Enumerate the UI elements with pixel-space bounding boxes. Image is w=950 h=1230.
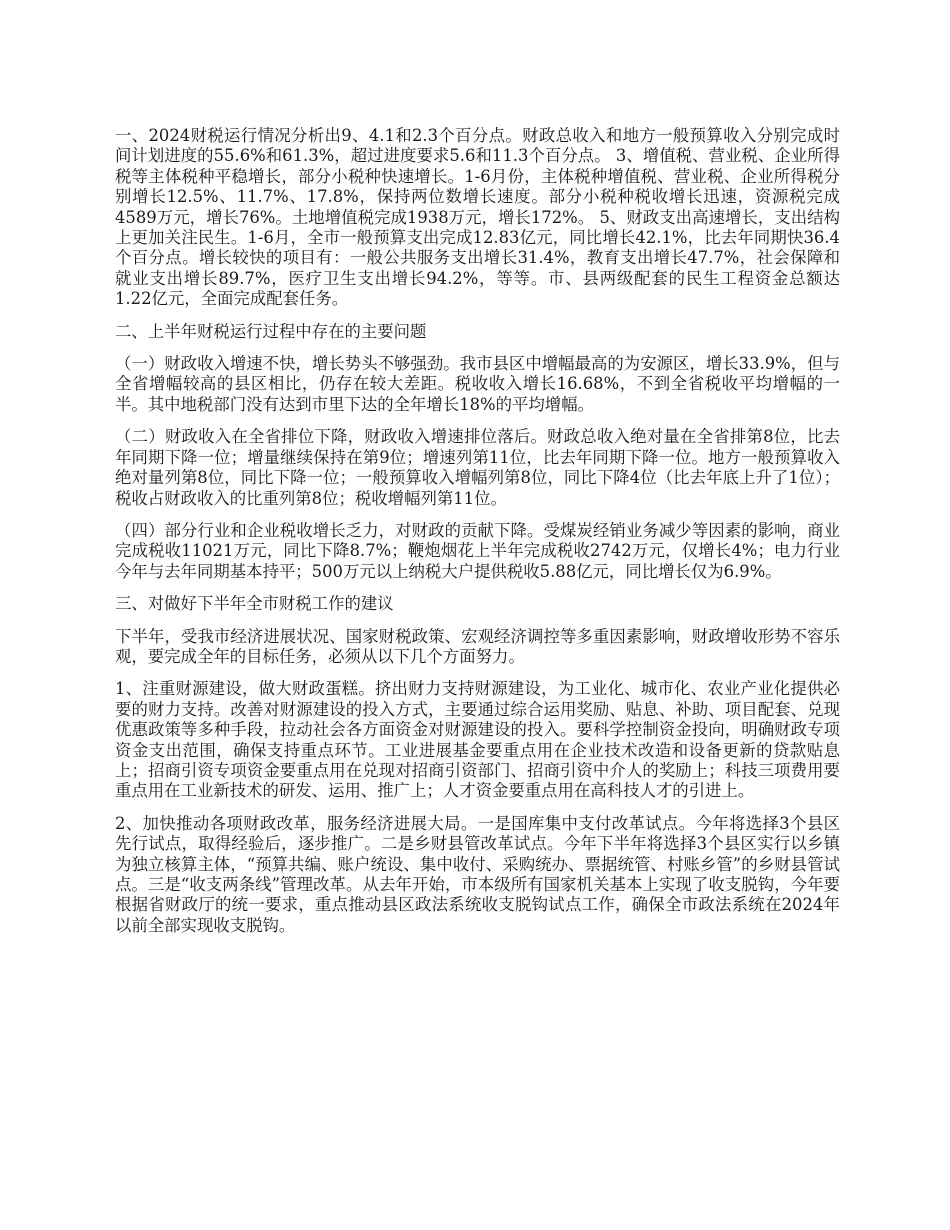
paragraph-problem-one: （一）财政收入增速不快，增长势头不够强劲。我市县区中增幅最高的为安源区，增长33.9%，但与全省增幅较高的县区相比，仍存在较大差距。税收收入增长16.68%，不到全省税收平均增幅的一半。其中地税部门没有达到市里下达的全年增长18%的平均增幅。 xyxy=(115,354,840,414)
document-body xyxy=(115,126,840,948)
paragraph-problem-four: （四）部分行业和企业税收增长乏力，对财政的贡献下降。受煤炭经销业务减少等因素的影响，商业完成税收11021万元，同比下降8.7%；鞭炮烟花上半年完成税收2742万元，仅增长4%；电力行业今年与去年同期基本持平；500万元以上纳税大户提供税收5.88亿元，同比增长仅为6.9%。 xyxy=(115,520,840,581)
paragraph-suggestion-one: 1、注重财源建设，做大财政蛋糕。挤出财力支持财源建设，为工业化、城市化、农业产业化提供必要的财力支持。改善对财源建设的投入方式，主要通过综合运用奖励、贴息、补助、项目配套、兑现优惠政策等多种手段，拉动社会各方面资金对财源建设的投入。要科学控制资金投向，明确财政专项资金支出范围，确保支持重点环节。工业进展基金要重点用在企业技术改造和设备更新的贷款贴息上；招商引资专项资金要重点用在兑现对招商引资部门、招商引资中介人的奖励上；科技三项费用要重点用在工业新技术的研发、运用、推广上；人才资金要重点用在高科技人才的引进上。 xyxy=(115,679,840,801)
paragraph-problem-two: （二）财政收入在全省排位下降，财政收入增速排位落后。财政总收入绝对量在全省排第8位，比去年同期下降一位；增量继续保持在第9位；增速列第11位，比去年同期下降一位。地方一般预算收入绝对量列第8位，同比下降一位；一般预算收入增幅列第8位，同比下降4位（比去年底上升了1位）；税收占财政收入的比重列第8位；税收增幅列第11位。 xyxy=(115,427,840,508)
heading-section-three: 三、对做好下半年全市财税工作的建议 xyxy=(115,594,394,614)
heading-section-two: 二、上半年财税运行过程中存在的主要问题 xyxy=(115,321,427,341)
paragraph-section-one-summary: 一、2024财税运行情况分析出9、4.1和2.3个百分点。财政总收入和地方一般预算收入分别完成时间计划进度的55.6%和61.3%，超过进度要求5.6和11.3个百分点。 3、增值税、营业税、企业所得税等主体税种平稳增长，部分小税种快速增长。1-6月份，主体税种增值税、营业税、企业所得税分别增长12.5%、11.7%、17.8%，保持两位数增长速度。部分小税种税收增长迅速，资源税完成4589万元，增长76%。土地增值税完成1938万元，增长172%。 5、财政支出高速增长，支出结构上更加关注民生。1-6月，全市一般预算支出完成12.83亿元，同比增长42.1%，比去年同期快36.4个百分点。增长较快的项目有：一般公共服务支出增长31.4%，教育支出增长47.7%，社会保障和就业支出增长89.7%，医疗卫生支出增长94.2%，等等。市、县两级配套的民生工程资金总额达1.22亿元，全面完成配套任务。 xyxy=(115,126,840,309)
paragraph-suggestion-two: 2、加快推动各项财政改革，服务经济进展大局。一是国库集中支付改革试点。今年将选择3个县区先行试点，取得经验后，逐步推广。二是乡财县管改革试点。今年下半年将选择3个县区实行以乡镇为独立核算主体，“预算共编、账户统设、集中收付、采购统办、票据统管、村账乡管”的乡财县管试点。三是“收支两条线”管理改革。从去年开始，市本级所有国家机关基本上实现了收支脱钩，今年要根据省财政厅的统一要求，重点推动县区政法系统收支脱钩试点工作，确保全市政法系统在2024年以前全部实现收支脱钩。 xyxy=(115,813,840,935)
paragraph-outlook: 下半年，受我市经济进展状况、国家财税政策、宏观经济调控等多重因素影响，财政增收形势不容乐观，要完成全年的目标任务，必须从以下几个方面努力。 xyxy=(115,626,840,666)
